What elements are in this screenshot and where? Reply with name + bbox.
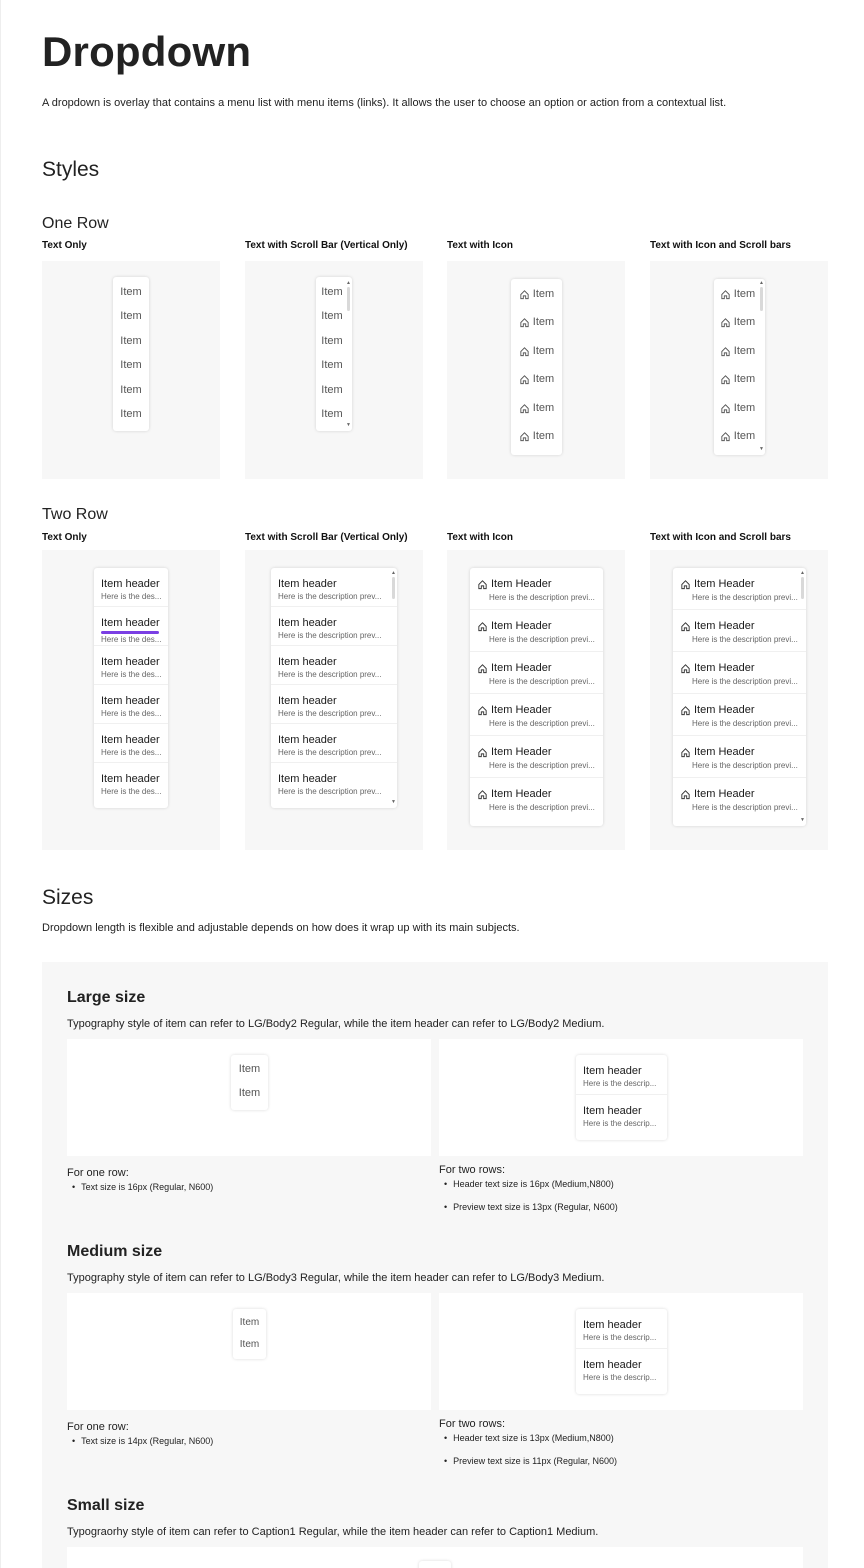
item-description: Here is the description previ...	[692, 635, 798, 644]
menu-item[interactable]	[714, 345, 765, 357]
menu-item[interactable]	[714, 288, 765, 300]
menu-item[interactable]	[271, 763, 397, 808]
menu-item[interactable]	[714, 316, 765, 328]
caption-text-icon: Text with Icon	[447, 532, 513, 543]
item-description: Here is the description previ...	[692, 803, 798, 812]
caption-text-icon-scroll: Text with Icon and Scroll bars	[650, 240, 791, 251]
item-description: Here is the des...	[101, 787, 162, 796]
medium-one-row-bullet: • Text size is 14px (Regular, N600)	[72, 1436, 213, 1446]
menu-item[interactable]: Item	[321, 286, 343, 298]
dropdown-menu	[233, 1309, 266, 1359]
home-icon	[477, 705, 488, 716]
scroll-down-arrow-icon[interactable]: ▼	[800, 817, 805, 823]
item-header: Item Header	[491, 620, 552, 632]
medium-one-row-demo	[67, 1293, 431, 1410]
home-icon	[720, 431, 731, 442]
item-description: Here is the descrip...	[583, 1079, 657, 1088]
one-row-text-only-panel	[42, 261, 220, 479]
scroll-down-arrow-icon[interactable]: ▼	[391, 799, 396, 805]
home-icon	[519, 317, 530, 328]
medium-two-row-demo	[439, 1293, 803, 1410]
large-one-row-demo	[67, 1039, 431, 1156]
medium-one-row-title: For one row:	[67, 1421, 129, 1433]
menu-item[interactable]	[470, 778, 603, 826]
menu-item-label: Item	[733, 288, 756, 300]
styles-heading: Styles	[42, 158, 100, 181]
two-row-text-scroll-panel	[245, 550, 423, 850]
item-header: Item Header	[491, 788, 552, 800]
home-icon	[477, 621, 488, 632]
dropdown-menu	[316, 277, 352, 431]
medium-size-description: Typography style of item can refer to LG/Body3 Regular, while the item header can refer to LG/Body3 Medium.	[67, 1272, 605, 1284]
menu-item[interactable]	[673, 568, 806, 610]
item-header: Item Header	[491, 662, 552, 674]
home-icon	[680, 747, 691, 758]
large-two-rows-title: For two rows:	[439, 1164, 506, 1176]
sizes-description: Dropdown length is flexible and adjustable depends on how does it wrap up with its main subjects.	[42, 922, 520, 934]
scroll-up-arrow-icon[interactable]: ▲	[759, 280, 764, 286]
caption-text-only: Text Only	[42, 240, 87, 251]
dropdown-menu	[470, 568, 603, 826]
medium-size-heading: Medium size	[67, 1243, 163, 1260]
menu-item[interactable]	[673, 778, 806, 826]
menu-item[interactable]	[714, 373, 765, 385]
scroll-up-arrow-icon[interactable]: ▲	[346, 280, 351, 286]
caption-text-scroll: Text with Scroll Bar (Vertical Only)	[245, 532, 408, 543]
menu-item-label: Item	[532, 345, 555, 357]
item-description: Here is the description previ...	[489, 803, 595, 812]
item-header: Item header	[101, 695, 160, 707]
menu-item[interactable]	[470, 652, 603, 694]
menu-item[interactable]	[511, 402, 562, 414]
item-description: Here is the description previ...	[489, 719, 595, 728]
scroll-down-arrow-icon[interactable]: ▼	[759, 446, 764, 452]
item-description: Here is the descrip...	[583, 1119, 657, 1128]
item-description: Here is the des...	[101, 709, 162, 718]
item-description: Here is the description prev...	[278, 631, 382, 640]
menu-item[interactable]	[673, 694, 806, 736]
menu-item[interactable]	[470, 694, 603, 736]
item-header: Item header	[278, 773, 337, 785]
item-header: Item header	[101, 578, 160, 590]
large-two-rows-bullet: • Header text size is 16px (Medium,N800)	[444, 1179, 614, 1189]
large-one-row-title: For one row:	[67, 1167, 129, 1179]
small-size-description: Typograorhy style of item can refer to Caption1 Regular, while the item header can refer to Caption1 Medium.	[67, 1526, 599, 1538]
item-description: Here is the description prev...	[278, 670, 382, 679]
item-header: Item header	[278, 578, 337, 590]
menu-item[interactable]	[271, 646, 397, 685]
menu-item[interactable]	[271, 724, 397, 763]
home-icon	[720, 346, 731, 357]
large-two-rows-bullet: • Preview text size is 13px (Regular, N600)	[444, 1202, 618, 1212]
caption-text-only: Text Only	[42, 532, 87, 543]
item-header: Item header	[278, 695, 337, 707]
two-row-heading: Two Row	[42, 506, 108, 523]
menu-item-label: Item	[733, 430, 756, 442]
item-description: Here is the description previ...	[489, 761, 595, 770]
large-size-heading: Large size	[67, 989, 146, 1006]
item-header: Item header	[278, 656, 337, 668]
item-description: Here is the description previ...	[489, 593, 595, 602]
two-row-text-icon-scroll-panel	[650, 550, 828, 850]
medium-two-rows-bullet: • Preview text size is 11px (Regular, N600)	[444, 1456, 617, 1466]
one-row-heading: One Row	[42, 215, 109, 232]
menu-item[interactable]	[94, 763, 168, 808]
menu-item[interactable]	[673, 652, 806, 694]
item-description: Here is the descrip...	[583, 1373, 657, 1382]
home-icon	[720, 317, 731, 328]
item-header: Item Header	[694, 662, 755, 674]
home-icon	[720, 289, 731, 300]
home-icon	[680, 705, 691, 716]
item-header: Item header	[583, 1319, 642, 1331]
home-icon	[519, 403, 530, 414]
menu-item[interactable]: Item	[120, 384, 142, 396]
sizes-heading: Sizes	[42, 886, 94, 909]
menu-item[interactable]	[470, 610, 603, 652]
item-description: Here is the description previ...	[489, 635, 595, 644]
dropdown-menu	[419, 1561, 451, 1568]
caption-text-icon-scroll: Text with Icon and Scroll bars	[650, 532, 791, 543]
item-description: Here is the description previ...	[489, 677, 595, 686]
menu-item[interactable]	[511, 430, 562, 442]
item-description: Here is the description previ...	[692, 719, 798, 728]
home-icon	[720, 374, 731, 385]
item-header: Item header	[101, 734, 160, 746]
menu-item[interactable]: Item	[239, 1339, 260, 1350]
dropdown-menu	[271, 568, 397, 808]
menu-item[interactable]	[714, 402, 765, 414]
item-description: Here is the description previ...	[692, 593, 798, 602]
home-icon	[519, 346, 530, 357]
scroll-up-arrow-icon[interactable]: ▲	[800, 570, 805, 576]
caption-text-icon: Text with Icon	[447, 240, 513, 251]
menu-item[interactable]: Item	[238, 1087, 261, 1099]
menu-item-label: Item	[532, 316, 555, 328]
dropdown-menu	[576, 1055, 667, 1140]
menu-item-label: Item	[532, 430, 555, 442]
item-header: Item header	[101, 617, 160, 629]
large-two-row-demo	[439, 1039, 803, 1156]
one-row-text-icon-scroll-panel	[650, 261, 828, 479]
vertical-scrollbar[interactable]	[801, 577, 804, 599]
menu-item-label: Item	[733, 402, 756, 414]
item-header: Item Header	[694, 578, 755, 590]
item-description: Here is the description prev...	[278, 787, 382, 796]
home-icon	[680, 663, 691, 674]
item-description: Here is the description previ...	[692, 761, 798, 770]
menu-item[interactable]	[470, 568, 603, 610]
menu-item[interactable]	[576, 1309, 667, 1349]
item-description: Here is the des...	[101, 635, 162, 644]
scroll-up-arrow-icon[interactable]: ▲	[391, 570, 396, 576]
menu-item[interactable]	[271, 568, 397, 607]
menu-item[interactable]	[511, 316, 562, 328]
medium-two-rows-title: For two rows:	[439, 1418, 506, 1430]
menu-item-label: Item	[532, 373, 555, 385]
menu-item[interactable]: Item	[321, 359, 343, 371]
home-icon	[720, 403, 731, 414]
menu-item[interactable]: Item	[321, 310, 343, 322]
item-description: Here is the description prev...	[278, 592, 382, 601]
menu-item[interactable]: Item	[321, 408, 343, 420]
menu-item[interactable]	[576, 1055, 667, 1095]
home-icon	[680, 789, 691, 800]
sizes-container	[42, 962, 828, 1568]
menu-item-label: Item	[733, 316, 756, 328]
menu-item[interactable]	[511, 288, 562, 300]
home-icon	[519, 431, 530, 442]
item-header: Item Header	[491, 704, 552, 716]
menu-item[interactable]	[511, 345, 562, 357]
item-header: Item header	[583, 1359, 642, 1371]
menu-item[interactable]	[714, 430, 765, 442]
menu-item[interactable]: Item	[321, 335, 343, 347]
item-header: Item header	[583, 1105, 642, 1117]
menu-item[interactable]: Item	[321, 384, 343, 396]
menu-item[interactable]: Item	[120, 286, 142, 298]
home-icon	[519, 289, 530, 300]
item-description: Here is the description prev...	[278, 748, 382, 757]
dropdown-menu	[511, 279, 562, 455]
item-description: Here is the des...	[101, 670, 162, 679]
item-description: Here is the description previ...	[692, 677, 798, 686]
item-description: Here is the des...	[101, 592, 162, 601]
scroll-down-arrow-icon[interactable]: ▼	[346, 422, 351, 428]
home-icon	[477, 579, 488, 590]
small-demo	[67, 1547, 803, 1568]
item-header: Item header	[583, 1065, 642, 1077]
hover-underline	[101, 631, 159, 634]
vertical-scrollbar[interactable]	[392, 577, 395, 599]
medium-two-rows-bullet: • Header text size is 13px (Medium,N800)	[444, 1433, 614, 1443]
item-header: Item header	[101, 656, 160, 668]
menu-item[interactable]	[271, 685, 397, 724]
home-icon	[680, 621, 691, 632]
item-header: Item Header	[491, 746, 552, 758]
page-title: Dropdown	[42, 28, 252, 75]
home-icon	[680, 579, 691, 590]
menu-item[interactable]	[94, 607, 168, 646]
menu-item[interactable]	[94, 568, 168, 607]
home-icon	[477, 663, 488, 674]
menu-item[interactable]: Item	[120, 310, 142, 322]
item-header: Item Header	[694, 620, 755, 632]
menu-item-label: Item	[532, 288, 555, 300]
menu-item[interactable]	[576, 1349, 667, 1394]
dropdown-menu	[576, 1309, 667, 1394]
menu-item[interactable]: Item	[120, 408, 142, 420]
menu-item[interactable]	[576, 1095, 667, 1140]
item-header: Item header	[101, 773, 160, 785]
menu-item[interactable]: Item	[120, 359, 142, 371]
intro-text: A dropdown is overlay that contains a menu list with menu items (links). It allows the user to choose an option or action from a contextual list.	[42, 97, 727, 109]
item-header: Item Header	[491, 578, 552, 590]
menu-item[interactable]	[271, 607, 397, 646]
menu-item[interactable]	[673, 610, 806, 652]
menu-item-label: Item	[733, 373, 756, 385]
dropdown-menu	[673, 568, 806, 826]
two-row-text-icon-panel	[447, 550, 625, 850]
item-header: Item Header	[694, 746, 755, 758]
dropdown-menu	[231, 1055, 268, 1110]
menu-item-label: Item	[532, 402, 555, 414]
large-size-description: Typography style of item can refer to LG/Body2 Regular, while the item header can refer to LG/Body2 Medium.	[67, 1018, 605, 1030]
menu-item[interactable]	[511, 373, 562, 385]
menu-item[interactable]	[470, 736, 603, 778]
one-row-text-scroll-panel	[245, 261, 423, 479]
dropdown-menu	[113, 277, 149, 431]
item-description: Here is the des...	[101, 748, 162, 757]
dropdown-menu	[714, 279, 765, 455]
vertical-scrollbar[interactable]	[760, 287, 763, 311]
dropdown-menu	[94, 568, 168, 808]
menu-item[interactable]	[94, 646, 168, 685]
item-header: Item header	[278, 617, 337, 629]
menu-item[interactable]: Item	[238, 1063, 261, 1075]
small-size-heading: Small size	[67, 1497, 145, 1514]
menu-item[interactable]	[673, 736, 806, 778]
large-one-row-bullet: • Text size is 16px (Regular, N600)	[72, 1182, 213, 1192]
menu-item[interactable]: Item	[239, 1317, 260, 1328]
item-description: Here is the descrip...	[583, 1333, 657, 1342]
one-row-text-icon-panel	[447, 261, 625, 479]
item-header: Item header	[278, 734, 337, 746]
home-icon	[519, 374, 530, 385]
vertical-scrollbar[interactable]	[347, 287, 350, 311]
menu-item[interactable]: Item	[120, 335, 142, 347]
item-header: Item Header	[694, 704, 755, 716]
menu-item-label: Item	[733, 345, 756, 357]
item-description: Here is the description prev...	[278, 709, 382, 718]
two-row-text-only-panel	[42, 550, 220, 850]
menu-item[interactable]	[94, 685, 168, 724]
caption-text-scroll: Text with Scroll Bar (Vertical Only)	[245, 240, 408, 251]
item-header: Item Header	[694, 788, 755, 800]
home-icon	[477, 747, 488, 758]
home-icon	[477, 789, 488, 800]
menu-item[interactable]	[94, 724, 168, 763]
